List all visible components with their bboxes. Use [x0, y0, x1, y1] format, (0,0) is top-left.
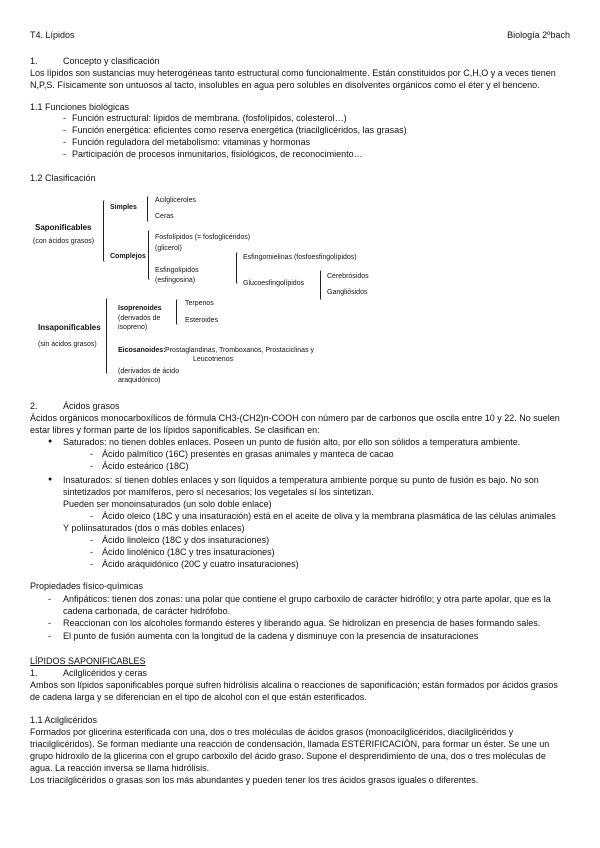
brace	[147, 196, 151, 222]
brace	[236, 252, 240, 284]
saponificables-heading: LÍPIDOS SAPONIFICABLES	[30, 656, 146, 666]
circle-bullet: ●	[48, 476, 53, 483]
isoprenoides-label: Isoprenoides	[118, 305, 162, 312]
section-2-title: Ácidos grasos	[63, 401, 120, 411]
dash-bullet: -	[90, 449, 93, 459]
doc-title: T4. Lípidos	[30, 30, 75, 40]
dash-bullet: -	[90, 559, 93, 569]
monoinsaturado-item: Ácido oleico (18C y una insaturación) está en el aceite de oliva y la membrana plasmática de las células animales	[102, 511, 556, 521]
section-2-intro: estar libres y forman parte de los lípidos saponificables. Se clasifican en:	[30, 425, 320, 435]
section-1-2-title: 1.2 Clasificación	[30, 173, 96, 183]
propiedad-item: El punto de fusión aumenta con la longitud de la cadena y disminuye con la presencia de insaturaciones	[63, 631, 479, 641]
insaponificables-label: Insaponificables	[38, 323, 101, 332]
acilgliceridos-line: agua. La reacción inversa se llama hidrólisis.	[30, 763, 210, 773]
gangliosidos-label: Gangliósidos	[327, 289, 368, 296]
cerebrosidos-label: Cerebrósidos	[327, 273, 369, 280]
derivados-araquidonico-note: araquidónico)	[118, 377, 161, 384]
derivados-araquidonico-note: (derivados de ácido	[118, 368, 180, 375]
glicerol-note: (glicerol)	[155, 245, 182, 252]
sin-acidos-note: (sin ácidos grasos)	[38, 341, 97, 348]
acilgliceridos-line: grupo hidroxilo de la glicerina con el grupo carboxilo del ácido graso. Supone el desprendimiento de una, dos o tres moléculas de	[30, 751, 546, 761]
poliinsaturado-item: Ácido araquidónico (20C y cuatro insaturaciones)	[102, 559, 299, 569]
complejos-label: Complejos	[110, 253, 146, 260]
acilgliceroles-label: Acilgliceroles	[155, 197, 196, 204]
sap-section-number: 1.	[30, 668, 38, 678]
poliinsaturado-item: Ácido linoleico (18C y dos insaturaciones)	[102, 535, 270, 545]
doc-subject: Biología 2ºbach	[507, 30, 570, 40]
con-acidos-note: (con ácidos grasos)	[33, 238, 95, 245]
dash-bullet: -	[63, 113, 66, 123]
poliinsaturado-item: Ácido linolénico (18C y tres insaturaciones)	[102, 547, 275, 557]
dash-bullet: -	[90, 511, 93, 521]
eicosanoides-label: Eicosanoides:	[118, 347, 166, 354]
dash-bullet: -	[63, 149, 66, 159]
acilgliceridos-line: Formados por glicerina esterificada con una, dos o tres moléculas de ácidos grasos (monoacilglicéridos, diacilglicéridos y	[30, 727, 514, 737]
function-item: Función estructural: lípidos de membrana. (fosfolípidos, colesterol…)	[72, 113, 347, 123]
propiedad-item: Anfipáticos: tienen dos zonas: una polar que contiene el grupo carboxilo de carácter hidrófilo; y otra parte apolar, que es la	[63, 594, 551, 604]
function-item: Función energética: eficientes como reserva energética (triacilglicéridos, las grasas)	[72, 125, 407, 135]
insaturados-text: Insaturados: sí tienen dobles enlaces y son líquidos a temperatura ambiente porque su punto de fusión es bajo. No son	[63, 475, 539, 485]
leucotrienos-label: Leucotrienos	[193, 356, 234, 363]
monoinsaturados-text: Pueden ser monoinsaturados (un solo doble enlace)	[63, 499, 272, 509]
propiedad-item: Reaccionan con los alcoholes formando ésteres y liberando agua. Se hidrolizan en presencia de bases formando sales.	[63, 618, 541, 628]
eicosanoides-list: Prostaglandinas, Tromboxanos, Prostaciclinas y	[165, 347, 315, 354]
glucoesfingolipidos-label: Glucoesfingolípidos	[243, 280, 305, 287]
section-1-1-title: 1.1 Funciones biológicas	[30, 102, 130, 112]
saturado-item: Ácido esteárico (18C)	[102, 461, 189, 471]
dash-bullet: -	[63, 137, 66, 147]
brace	[148, 230, 152, 280]
esteroides-label: Esteroides	[185, 317, 219, 324]
section-2-number: 2.	[30, 401, 38, 411]
acilgliceridos-title: 1.1 Acilglicéridos	[30, 715, 98, 725]
sap-line: de cadena larga y se diferencian en el tipo de alcohol con el que están esterificados.	[30, 692, 367, 702]
fosfolipidos-label: Fosfolípidos (= fosfoglicéridos)	[155, 234, 251, 241]
section-1-line: N,P,S. Físicamente son untuosos al tacto, insolubles en agua pero solubles en disolventes orgánicos como el éter y el benceno.	[30, 80, 540, 90]
sap-line: Ambos son lípidos saponificables porque sufren hidrólisis alcalina o reacciones de saponificación; están formados por ácidos grasos	[30, 680, 558, 690]
brace	[103, 200, 107, 262]
dash-bullet: -	[90, 461, 93, 471]
dash-bullet: -	[90, 535, 93, 545]
saponificables-label: Saponificables	[35, 223, 92, 232]
section-1-title: Concepto y clasificación	[63, 56, 160, 66]
dash-bullet: -	[90, 547, 93, 557]
function-item: Participación de procesos inmunitarios, fisiológicos, de reconocimiento…	[72, 149, 363, 159]
section-1-line: Los lípidos son sustancias muy heterogéneas tanto estructural como funcionalmente. Están constituidos por C,H,O y a veces tienen	[30, 68, 556, 78]
brace	[320, 270, 324, 300]
insaturados-text: sintetizados por mamíferos, pero sí necesarios; los vegetales sí los sintetizan.	[63, 487, 374, 497]
dash-bullet: -	[48, 618, 51, 628]
brace	[106, 298, 110, 374]
section-1-number: 1.	[30, 56, 38, 66]
dash-bullet: -	[48, 594, 51, 604]
esfingosina-note: (esfingosina)	[155, 277, 196, 284]
dash-bullet: -	[48, 631, 51, 641]
esfingomielinas-label: Esfingomielinas (fosfoesfingolípidos)	[243, 254, 357, 261]
dash-bullet: -	[63, 125, 66, 135]
poliinsaturados-text: Y poliinsaturados (dos o más dobles enlaces)	[63, 523, 245, 533]
acilgliceridos-line: Los triacilglicéridos o grasas son los más abundantes y pueden tener los tres ácidos grasos iguales o diferentes.	[30, 775, 479, 785]
simples-label: Simples	[110, 204, 137, 211]
brace	[176, 299, 180, 325]
propiedades-title: Propiedades físico-químicas	[30, 581, 144, 591]
function-item: Función reguladora del metabolismo: vitaminas y hormonas	[72, 137, 311, 147]
ceras-label: Ceras	[155, 213, 174, 220]
propiedad-item: cadena carbonada, de carácter hidrófobo.	[63, 606, 231, 616]
saturados-text: Saturados: no tienen dobles enlaces. Poseen un punto de fusión alto, por ello son sólidos a temperatura ambiente.	[63, 437, 521, 447]
circle-bullet: ●	[48, 438, 53, 445]
section-2-intro: Ácidos orgánicos monocarboxílicos de fórmula CH3-(CH2)n-COOH con número par de carbonos que oscila entre 10 y 22. No suelen	[30, 413, 560, 423]
derivados-isopreno-note: isopreno)	[118, 324, 148, 331]
esfingolipidos-label: Esfingolípidos	[155, 267, 199, 274]
derivados-isopreno-note: (derivados de	[118, 315, 161, 322]
saturado-item: Ácido palmítico (16C) presentes en grasas animales y manteca de cacao	[102, 449, 394, 459]
terpenos-label: Terpenos	[185, 300, 214, 307]
acilgliceridos-line: triacilglicéridos). Se forman mediante una reacción de condensación, llamada ESTERIFICACIÓN, para formar un éster. Se une un	[30, 739, 550, 749]
sap-section-title: Acilglicéridos y ceras	[63, 668, 148, 678]
